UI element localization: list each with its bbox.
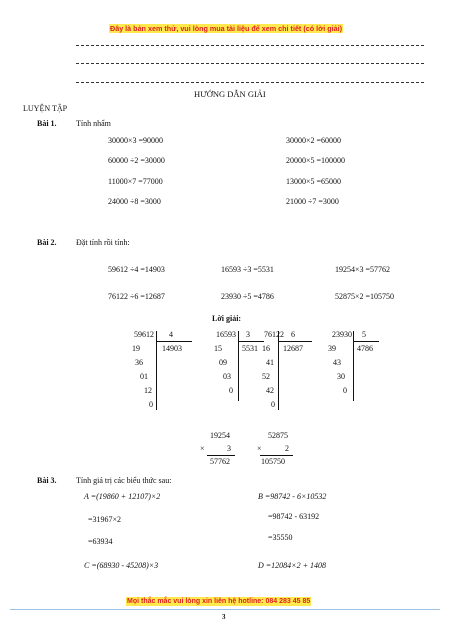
div3-step-3: 52 [262,372,270,381]
bai1-right-1: 30000×2 =60000 [286,136,342,145]
mul1-rule [207,455,235,456]
div4-step-2: 43 [333,358,341,367]
mul2-by: 2 [285,444,289,453]
div1-vline [156,331,157,410]
expr-b-3: =35550 [268,533,293,542]
div2-step-3: 03 [223,372,231,381]
div1-step-2: 36 [135,358,143,367]
div4-divisor: 5 [362,330,366,339]
div1-hline [156,341,192,342]
div3-hline [278,341,312,342]
bai3-instruction: Tính giá trị các biểu thức sau: [76,476,172,485]
div3-quotient: 12687 [283,344,303,353]
bai1-label: Bài 1. [37,119,57,128]
dashed-line-1 [76,45,424,46]
div4-quotient: 4786 [357,344,373,353]
div4-hline [353,341,379,342]
expr-d: D =12084×2 + 1408 [258,561,326,570]
div2-hline [238,341,264,342]
div4-step-1: 39 [328,344,336,353]
bai2-row1-1: 59612 ÷4 =14903 [108,265,165,274]
subtitle: LUYỆN TẬP [23,104,68,113]
expr-b-2: =98742 - 63192 [268,512,320,521]
bai2-row2-1: 76122 ÷6 =12687 [108,292,165,301]
dashed-line-3 [76,82,424,83]
bai1-right-2: 20000×5 =100000 [286,156,346,165]
div3-dividend: 76122 [264,330,284,339]
div1-dividend: 59612 [134,330,154,339]
bai2-row1-2: 16593 ÷3 =5531 [221,265,274,274]
bai2-row1-3: 19254×3 =57762 [335,265,391,274]
mul2-sign: × [257,444,262,453]
div3-vline [278,331,279,410]
div1-step-1: 19 [132,344,140,353]
bai1-instruction: Tính nhẩm [76,119,111,128]
bai1-left-4: 24000 ÷8 =3000 [108,197,161,206]
div4-dividend: 23930 [332,330,352,339]
bai1-right-4: 21000 ÷7 =3000 [286,197,339,206]
dashed-line-2 [76,63,424,64]
mul1-sign: × [200,444,205,453]
div1-divisor: 4 [169,330,173,339]
mul2-rule [260,455,293,456]
expr-a-3: =63934 [88,537,113,546]
mul2-top: 52875 [268,431,288,440]
mul2-result: 105750 [261,457,285,466]
solution-label: Lời giải: [212,314,242,323]
div2-dividend: 16593 [216,330,236,339]
div4-step-4: 0 [343,386,347,395]
mul1-result: 57762 [210,457,230,466]
div1-quotient: 14903 [162,344,182,353]
bai1-left-2: 60000 ÷2 =30000 [108,156,165,165]
mul1-top: 19254 [210,431,230,440]
bai2-row2-3: 52875×2 =105750 [335,292,395,301]
expr-b-1: B =98742 - 6×10532 [258,492,327,501]
hotline-banner: Mọi thắc mắc vui lòng xin liên hệ hotline: 084 283 45 85 [127,598,311,605]
mul1-by: 3 [227,444,231,453]
expr-a-1: A =(19860 + 12107)×2 [84,492,161,501]
preview-banner: Đây là bản xem thử, vui lòng mua tài liệu để xem chi tiết (có lời giải) [110,24,342,33]
expr-c: C =(68930 - 45208)×3 [84,561,159,570]
div1-step-5: 0 [149,400,153,409]
section-title: HƯỚNG DẪN GIẢI [194,89,266,99]
div2-divisor: 3 [246,330,250,339]
bai3-label: Bài 3. [37,476,57,485]
bai1-left-3: 11000×7 =77000 [108,177,163,186]
div4-step-3: 30 [337,372,345,381]
div3-step-1: 16 [262,344,270,353]
div3-step-4: 42 [266,386,274,395]
div3-divisor: 6 [291,330,295,339]
bai1-right-3: 13000×5 =65000 [286,177,342,186]
div3-step-5: 0 [271,400,275,409]
div2-step-1: 15 [214,344,222,353]
div2-step-4: 0 [229,386,233,395]
page-number: 3 [222,613,226,621]
bai2-instruction: Đặt tính rồi tính: [76,238,130,247]
div1-step-4: 12 [144,386,152,395]
bai2-row2-2: 23930 ÷5 =4786 [221,292,274,301]
bai2-label: Bài 2. [37,238,57,247]
footer-rule [10,609,440,610]
bai1-left-1: 30000×3 =90000 [108,136,164,145]
div3-step-2: 41 [266,358,274,367]
div1-step-3: 01 [140,372,148,381]
div2-quotient: 5531 [242,344,258,353]
div2-step-2: 09 [219,358,227,367]
expr-a-2: =31967×2 [88,515,122,524]
